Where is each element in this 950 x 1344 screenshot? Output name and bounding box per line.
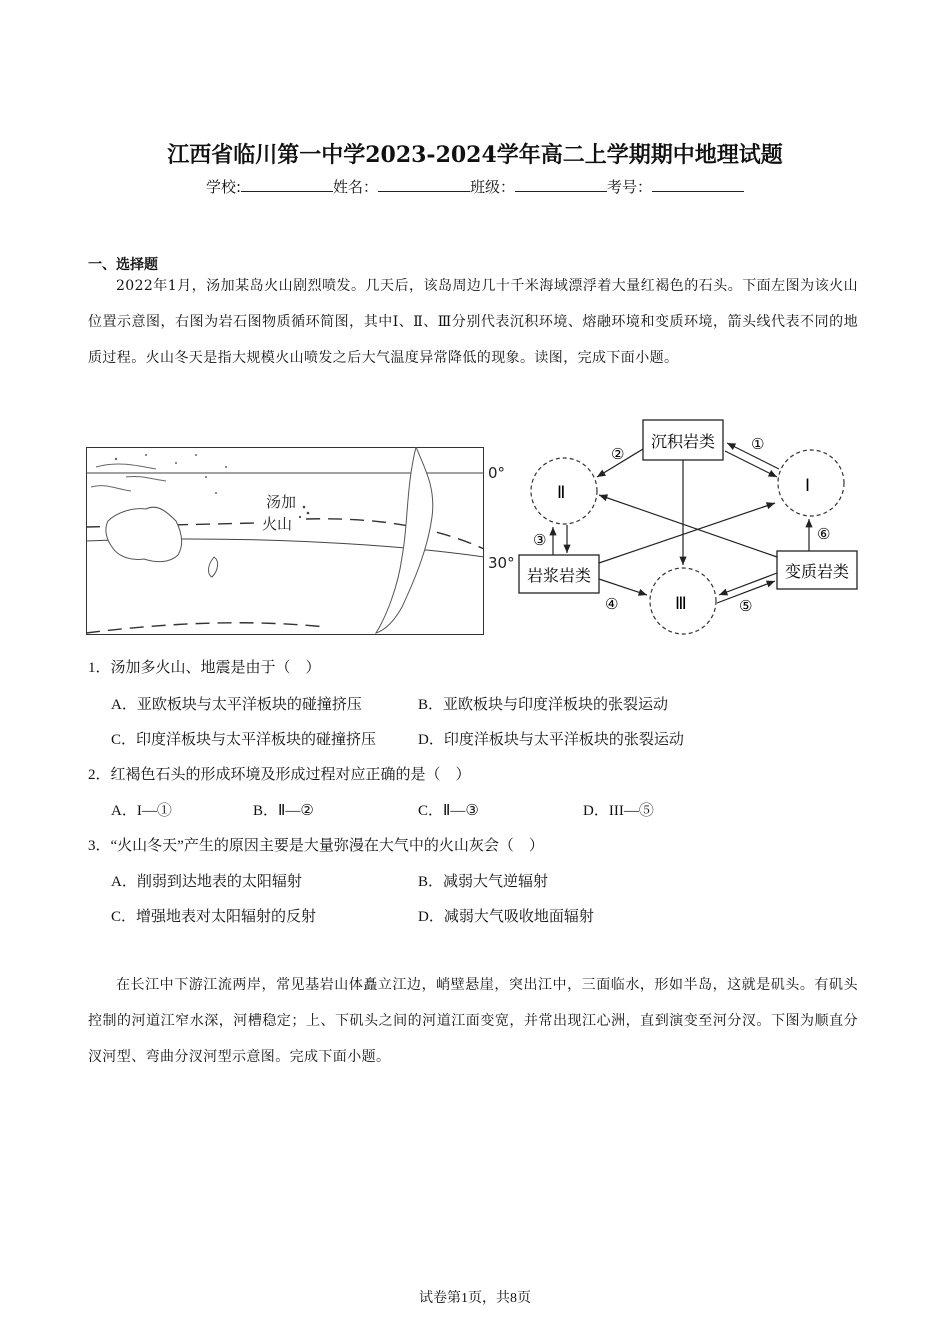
circle-label-2: Ⅱ	[557, 483, 566, 503]
arrow-label-4: ④	[605, 595, 619, 613]
question-3-option-a[interactable]: A．削弱到达地表的太阳辐射	[111, 874, 302, 890]
question-2-option-b[interactable]: B．Ⅱ—②	[253, 803, 314, 819]
class-label: 班级：	[470, 178, 516, 196]
name-label: 姓名：	[333, 178, 379, 196]
circle-label-3: Ⅲ	[675, 594, 687, 614]
section1-intro: 2022年1月，汤加某岛火山剧烈喷发。几天后，该岛周边几十千米海域漂浮着大量红褐色的石头。下面左图为该火山位置示意图，右图为岩石图物质循环简图，其中Ⅰ、Ⅱ、Ⅲ分别代表沉积环境、熔融环境和变质环境，箭头线代表不同的地质过程。火山冬天是指大规模火山喷发之后大气温度异常降低的现象。读图，完成下面小题。	[88, 278, 858, 366]
circle-sedimentary-env	[778, 450, 844, 516]
arrow-label-2: ②	[611, 445, 625, 463]
question-2-option-a[interactable]: A．I—①	[111, 803, 172, 819]
arrow-label-3: ③	[533, 531, 547, 549]
page-footer: 试卷第1页，共8页	[419, 1291, 531, 1306]
rock-cycle-diagram	[515, 413, 865, 638]
question-3-option-d[interactable]: D．减弱大气吸收地面辐射	[418, 909, 594, 925]
question-3-option-c[interactable]: C．增强地表对太阳辐射的反射	[111, 909, 317, 925]
question-3-stem: 3．“火山冬天”产生的原因主要是大量弥漫在大气中的火山灰会（ ）	[88, 838, 544, 854]
question-2-option-d[interactable]: D．III—⑤	[583, 803, 654, 819]
arrow-label-1: ①	[751, 435, 765, 453]
class-blank[interactable]	[515, 177, 607, 192]
question-1-option-b[interactable]: B．亚欧板块与印度洋板块的张裂运动	[418, 697, 669, 713]
arrow-label-5: ⑤	[739, 597, 753, 615]
map-label-equator: 0°	[488, 464, 506, 482]
map-label-30-degrees: 30°	[488, 554, 515, 572]
box-metamorphic-label: 变质岩类	[784, 562, 850, 581]
question-2-option-c[interactable]: C．Ⅱ—③	[418, 803, 479, 819]
arrow-label-6: ⑥	[817, 525, 831, 543]
exam-no-label: 考号：	[607, 178, 653, 196]
question-3-option-b[interactable]: B．减弱大气逆辐射	[418, 874, 549, 890]
box-sedimentary-label: 沉积岩类	[650, 432, 716, 451]
section-heading: 一、选择题	[88, 257, 158, 273]
page-title: 江西省临川第一中学2023-2024学年高二上学期期中地理试题	[167, 142, 783, 168]
question-1-option-a[interactable]: A．亚欧板块与太平洋板块的碰撞挤压	[111, 697, 362, 713]
question-2-stem: 2．红褐色石头的形成环境及形成过程对应正确的是（ ）	[88, 767, 471, 783]
box-magmatic-label: 岩浆岩类	[526, 566, 592, 585]
australia-shape	[106, 507, 182, 561]
question-1-option-d[interactable]: D．印度洋板块与太平洋板块的张裂运动	[418, 732, 684, 748]
map-label-tonga: 汤加	[266, 493, 297, 511]
map-label-volcano: 火山	[262, 515, 293, 533]
volcano-location-map	[86, 447, 516, 637]
name-blank[interactable]	[378, 177, 470, 192]
student-info-line	[0, 176, 950, 197]
question-1-stem: 1．汤加多火山、地震是由于（ ）	[88, 660, 321, 676]
question-1-option-c[interactable]: C．印度洋板块与太平洋板块的碰撞挤压	[111, 732, 377, 748]
circle-label-1: Ⅰ	[805, 476, 811, 496]
school-blank[interactable]	[241, 177, 333, 192]
section2-intro: 在长江中下游江流两岸，常见基岩山体矗立江边，峭壁悬崖，突出江中，三面临水，形如半岛，这就是矶头。有矶头控制的河道江窄水深，河槽稳定；上、下矶头之间的河道江面变宽，并常出现江心洲，直到演变至河分汊。下图为顺直分汊河型、弯曲分汊河型示意图。完成下面小题。	[88, 977, 858, 1065]
school-label: 学校:	[205, 178, 241, 196]
exam-no-blank[interactable]	[652, 177, 744, 192]
